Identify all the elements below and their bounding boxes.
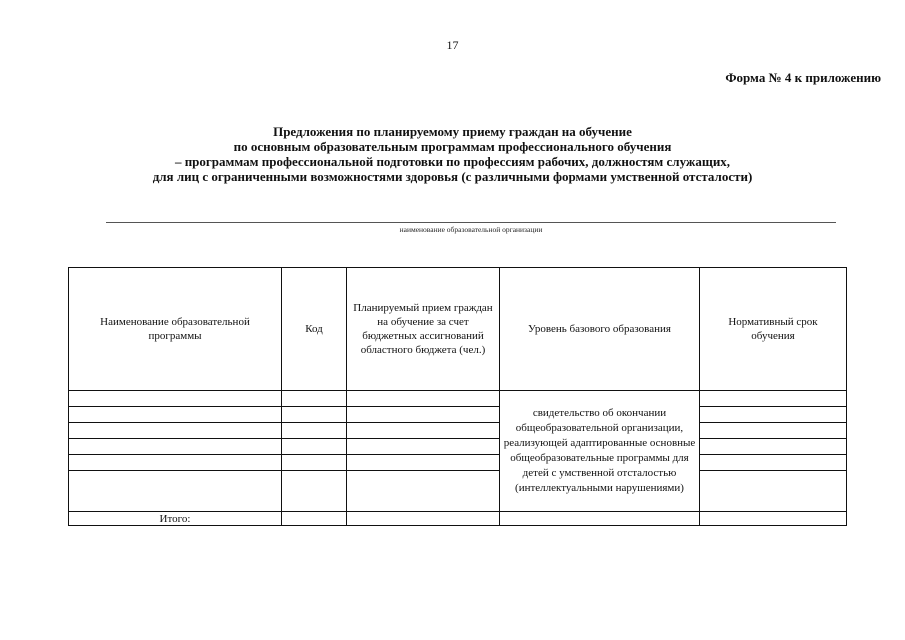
table-row — [69, 471, 847, 512]
cell-planned-admission[interactable] — [347, 471, 500, 512]
page-number: 17 — [446, 38, 459, 52]
cell-study-duration[interactable] — [700, 407, 847, 423]
cell-planned-admission[interactable] — [347, 407, 500, 423]
cell-study-duration[interactable] — [700, 391, 847, 407]
cell-study-duration[interactable] — [700, 439, 847, 455]
total-label: Итого: — [69, 512, 282, 526]
cell-program-name[interactable] — [69, 455, 282, 471]
cell-education-level: свидетельство об окончании общеобразовательной организации, реализующей адаптированные основные общеобразовательные программы для детей с умственной отсталостью (интеллектуальными нарушениями) — [500, 391, 700, 512]
header-study-duration: Нормативный срок обучения — [700, 268, 847, 391]
table-row — [69, 455, 847, 471]
cell-program-name[interactable] — [69, 423, 282, 439]
title-line-1: Предложения по планируемому приему граждан на обучение — [273, 124, 632, 139]
cell-code[interactable] — [282, 439, 347, 455]
title-line-4: для лиц с ограниченными возможностями здоровья (с различными формами умственной отсталости) — [152, 169, 753, 184]
title-line-3: – программам профессиональной подготовки по профессиям рабочих, должностям служащих, — [174, 154, 731, 169]
total-planned-admission[interactable] — [347, 512, 500, 526]
cell-code[interactable] — [282, 471, 347, 512]
admission-table — [68, 267, 847, 526]
header-education-level: Уровень базового образования — [500, 268, 700, 391]
cell-planned-admission[interactable] — [347, 455, 500, 471]
table-row — [69, 407, 847, 423]
organization-name-caption: наименование образовательной организации — [399, 225, 543, 234]
header-program-name: Наименование образовательной программы — [69, 268, 282, 391]
cell-study-duration[interactable] — [700, 423, 847, 439]
cell-study-duration[interactable] — [700, 471, 847, 512]
cell-code[interactable] — [282, 423, 347, 439]
total-row — [69, 512, 847, 526]
table-row — [69, 439, 847, 455]
cell-program-name[interactable] — [69, 439, 282, 455]
total-education-level[interactable] — [500, 512, 700, 526]
cell-study-duration[interactable] — [700, 455, 847, 471]
cell-code[interactable] — [282, 391, 347, 407]
cell-program-name[interactable] — [69, 407, 282, 423]
total-study-duration[interactable] — [700, 512, 847, 526]
header-code: Код — [282, 268, 347, 391]
header-planned-admission: Планируемый прием граждан на обучение за счет бюджетных ассигнований областного бюджета (чел.) — [347, 268, 500, 391]
cell-planned-admission[interactable] — [347, 423, 500, 439]
cell-code[interactable] — [282, 455, 347, 471]
cell-program-name[interactable] — [69, 391, 282, 407]
table-header-row — [69, 268, 847, 391]
cell-program-name[interactable] — [69, 471, 282, 512]
total-code[interactable] — [282, 512, 347, 526]
cell-code[interactable] — [282, 407, 347, 423]
cell-planned-admission[interactable] — [347, 439, 500, 455]
table-row — [69, 423, 847, 439]
title-line-2: по основным образовательным программам профессионального обучения — [233, 139, 672, 154]
document-title — [0, 124, 905, 184]
cell-planned-admission[interactable] — [347, 391, 500, 407]
table-row — [69, 391, 847, 407]
form-label: Форма № 4 к приложению — [725, 70, 881, 85]
organization-name-field[interactable] — [106, 222, 836, 223]
